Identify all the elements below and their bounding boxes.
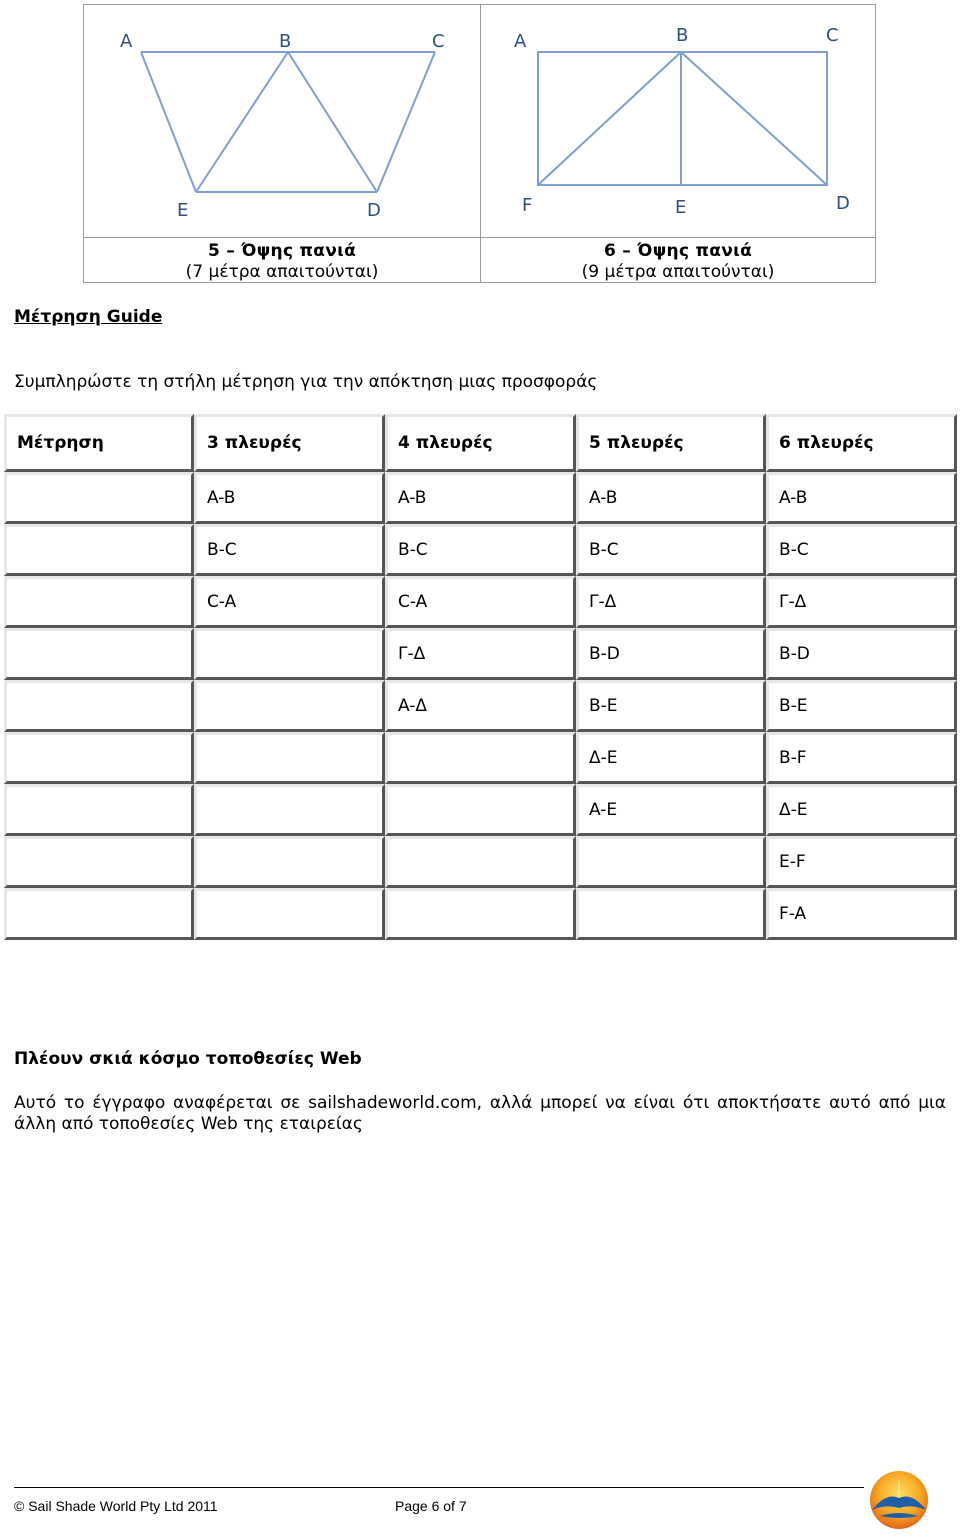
side-label-cell: B-C bbox=[194, 524, 385, 576]
side-label-cell: A-B bbox=[385, 472, 576, 524]
measurement-input-cell[interactable] bbox=[4, 732, 194, 784]
side-label-cell: B-D bbox=[766, 628, 957, 680]
point-label-f: F bbox=[522, 195, 533, 216]
header-cell: 6 πλευρές bbox=[766, 414, 957, 472]
measurement-table bbox=[4, 414, 957, 940]
point-label-d: D bbox=[836, 193, 850, 214]
measurement-input-cell[interactable] bbox=[4, 680, 194, 732]
table-row bbox=[4, 628, 957, 680]
side-label-cell bbox=[194, 784, 385, 836]
caption-five-sided bbox=[84, 238, 481, 282]
table-row bbox=[4, 524, 957, 576]
outline-rectangle bbox=[538, 52, 827, 185]
side-label-cell: A-E bbox=[576, 784, 766, 836]
side-label-cell bbox=[194, 628, 385, 680]
side-label-cell bbox=[576, 888, 766, 940]
caption-subtitle: (9 μέτρα απαιτούνται) bbox=[581, 262, 775, 282]
side-label-cell: B-D bbox=[576, 628, 766, 680]
header-cell: Μέτρηση bbox=[4, 414, 194, 472]
diagram-six-sided bbox=[481, 5, 875, 238]
point-label-d: D bbox=[367, 200, 381, 221]
measurement-input-cell[interactable] bbox=[4, 628, 194, 680]
side-label-cell bbox=[385, 732, 576, 784]
side-label-cell: B-C bbox=[766, 524, 957, 576]
table-row bbox=[4, 888, 957, 940]
edge-a-e bbox=[141, 52, 196, 192]
caption-title: 5 – Όψης πανιά bbox=[207, 241, 357, 261]
point-label-e: E bbox=[177, 200, 189, 221]
web-heading: Πλέουν σκιά κόσμο τοποθεσίες Web bbox=[14, 1049, 362, 1069]
measurement-input-cell[interactable] bbox=[4, 472, 194, 524]
caption-six-sided bbox=[481, 238, 875, 282]
side-label-cell: B-E bbox=[576, 680, 766, 732]
footer-rule bbox=[14, 1487, 864, 1488]
sail-shade-world-logo bbox=[866, 1470, 932, 1532]
table-row bbox=[4, 732, 957, 784]
edge-b-d bbox=[288, 52, 377, 192]
side-label-cell bbox=[194, 680, 385, 732]
measurement-input-cell[interactable] bbox=[4, 524, 194, 576]
header-cell: 4 πλευρές bbox=[385, 414, 576, 472]
table-row bbox=[4, 576, 957, 628]
six-sided-sail-diagram bbox=[481, 5, 874, 237]
side-label-cell bbox=[194, 836, 385, 888]
side-label-cell bbox=[576, 836, 766, 888]
side-label-cell bbox=[385, 836, 576, 888]
side-label-cell: C-A bbox=[385, 576, 576, 628]
instruction-text: Συμπληρώστε τη στήλη μέτρηση για την απόκτηση μιας προσφοράς bbox=[14, 372, 598, 392]
guide-heading: Μέτρηση Guide bbox=[14, 307, 163, 327]
edge-c-d bbox=[377, 52, 435, 192]
side-label-cell bbox=[385, 784, 576, 836]
side-label-cell: Γ-Δ bbox=[766, 576, 957, 628]
header-cell: 3 πλευρές bbox=[194, 414, 385, 472]
edge-b-f bbox=[538, 52, 681, 185]
table-row bbox=[4, 680, 957, 732]
footer-copyright: © Sail Shade World Pty Ltd 2011 bbox=[14, 1498, 218, 1514]
table-row bbox=[4, 836, 957, 888]
side-label-cell: B-C bbox=[576, 524, 766, 576]
footer-page-number: Page 6 of 7 bbox=[395, 1498, 467, 1514]
side-label-cell: E-F bbox=[766, 836, 957, 888]
measurement-input-cell[interactable] bbox=[4, 784, 194, 836]
header-cell: 5 πλευρές bbox=[576, 414, 766, 472]
point-label-c: C bbox=[432, 31, 445, 52]
table-row bbox=[4, 784, 957, 836]
side-label-cell: A-B bbox=[766, 472, 957, 524]
side-label-cell: Γ-Δ bbox=[576, 576, 766, 628]
point-label-b: B bbox=[676, 25, 689, 46]
side-label-cell: Δ-E bbox=[576, 732, 766, 784]
side-label-cell: F-A bbox=[766, 888, 957, 940]
five-sided-sail-diagram bbox=[84, 5, 480, 237]
measurement-input-cell[interactable] bbox=[4, 836, 194, 888]
side-label-cell: A-Δ bbox=[385, 680, 576, 732]
point-label-e: E bbox=[675, 197, 687, 218]
side-label-cell: B-F bbox=[766, 732, 957, 784]
point-label-b: B bbox=[279, 31, 292, 52]
caption-subtitle: (7 μέτρα απαιτούνται) bbox=[185, 262, 379, 282]
diagram-panel bbox=[83, 4, 876, 283]
side-label-cell: C-A bbox=[194, 576, 385, 628]
table-row bbox=[4, 472, 957, 524]
point-label-a: A bbox=[120, 31, 133, 52]
side-label-cell: A-B bbox=[576, 472, 766, 524]
side-label-cell bbox=[385, 888, 576, 940]
side-label-cell: Δ-E bbox=[766, 784, 957, 836]
measurement-input-cell[interactable] bbox=[4, 888, 194, 940]
side-label-cell: A-B bbox=[194, 472, 385, 524]
point-label-a: A bbox=[514, 31, 527, 52]
table-header-row bbox=[4, 414, 957, 472]
measurement-input-cell[interactable] bbox=[4, 576, 194, 628]
point-label-c: C bbox=[826, 25, 839, 46]
side-label-cell bbox=[194, 888, 385, 940]
diagram-five-sided bbox=[84, 5, 481, 238]
web-text: Αυτό το έγγραφο αναφέρεται σε sailshadeworld.com, αλλά μπορεί να είναι ότι αποκτήσατε αυτό από μια άλλη από τοποθεσίες Web της εταιρείας bbox=[14, 1093, 946, 1134]
edge-b-d bbox=[681, 52, 827, 185]
side-label-cell: B-E bbox=[766, 680, 957, 732]
side-label-cell bbox=[194, 732, 385, 784]
edge-b-e bbox=[196, 52, 288, 192]
side-label-cell: B-C bbox=[385, 524, 576, 576]
caption-title: 6 – Όψης πανιά bbox=[603, 241, 753, 261]
side-label-cell: Γ-Δ bbox=[385, 628, 576, 680]
